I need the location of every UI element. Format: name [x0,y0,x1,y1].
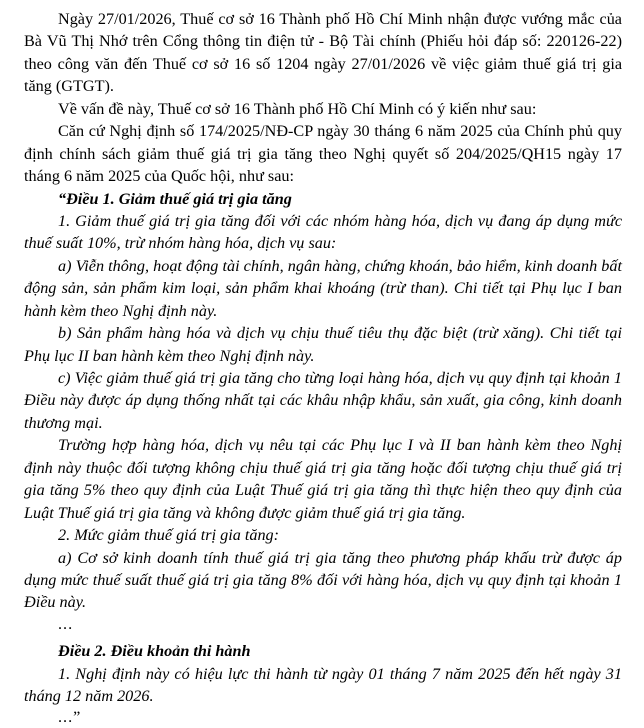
paragraph-legal-basis: Căn cứ Nghị định số 174/2025/NĐ-CP ngày 30 tháng 6 năm 2025 của Chính phủ quy định chính sách giảm thuế giá trị gia tăng theo Nghị quyết số 204/2025/QH15 ngày 17 tháng 6 năm 2025 của Quốc hội, như sau: [24,122,622,186]
paragraph-article1-additional: Trường hợp hàng hóa, dịch vụ nêu tại các Phụ lục I và II ban hành kèm theo Nghị định này thuộc đối tượng không chịu thuế giá trị gia tăng hoặc đối tượng chịu thuế giá trị gia tăng 5% theo quy định của Luật Thuế giá trị gia tăng thì thực hiện theo quy định của Luật Thuế giá trị gia tăng và không được giảm thuế giá trị gia tăng. [24,436,622,522]
paragraph-article1-clause2: 2. Mức giảm thuế giá trị gia tăng: [58,526,280,545]
paragraph-article1-point-c: c) Việc giảm thuế giá trị gia tăng cho từng loại hàng hóa, dịch vụ quy định tại khoản 1 Điều này được áp dụng thống nhất tại các khâu nhập khẩu, sản xuất, gia công, kinh doanh thương mại. [24,369,622,432]
paragraph-article1-point-b: b) Sản phẩm hàng hóa và dịch vụ chịu thuế tiêu thụ đặc biệt (trừ xăng). Chi tiết tại Phụ lục II ban hành kèm theo Nghị định này. [24,324,622,365]
heading-article-2: Điều 2. Điều khoản thi hành [58,642,251,661]
paragraph-article1-clause1: 1. Giảm thuế giá trị gia tăng đối với các nhóm hàng hóa, dịch vụ đang áp dụng mức thuế suất 10%, trừ nhóm hàng hóa, dịch vụ sau: [24,211,622,253]
paragraph-article2-clause1: 1. Nghị định này có hiệu lực thi hành từ ngày 01 tháng 7 năm 2025 đến hết ngày 31 tháng 12 năm 2026. [24,664,622,705]
paragraph-ellipsis-1: ... [58,614,74,633]
paragraph-ellipsis-2: ...” [58,708,82,727]
paragraph-article1-point-a: a) Viễn thông, hoạt động tài chính, ngân hàng, chứng khoán, bảo hiểm, kinh doanh bất động sản, sản phẩm kim loại, sản phẩm khai khoáng (trừ than). Chi tiết tại Phụ lục I ban hành kèm theo Nghị định này. [24,256,622,320]
heading-article-1: “Điều 1. Giảm thuế giá trị gia tăng [58,189,292,208]
paragraph-opinion-statement: Về vấn đề này, Thuế cơ sở 16 Thành phố Hồ Chí Minh có ý kiến như sau: [58,99,537,118]
paragraph-article1-clause2-point-a: a) Cơ sở kinh doanh tính thuế giá trị gia tăng theo phương pháp khấu trừ được áp dụng mức thuế suất thuế giá trị gia tăng 8% đối với hàng hóa, dịch vụ quy định tại khoản 1 Điều này. [24,548,622,612]
paragraph-intro-reference: Ngày 27/01/2026, Thuế cơ sở 16 Thành phố Hồ Chí Minh nhận được vướng mắc của Bà Vũ Thị Nhớ trên Cổng thông tin điện tử - Bộ Tài chính (Phiếu hỏi đáp số: 220126-22) theo công văn đến Thuế cơ sở 16 số 1204 ngày 27/01/2026 về việc giảm thuế giá trị gia tăng (GTGT). [24,10,622,96]
